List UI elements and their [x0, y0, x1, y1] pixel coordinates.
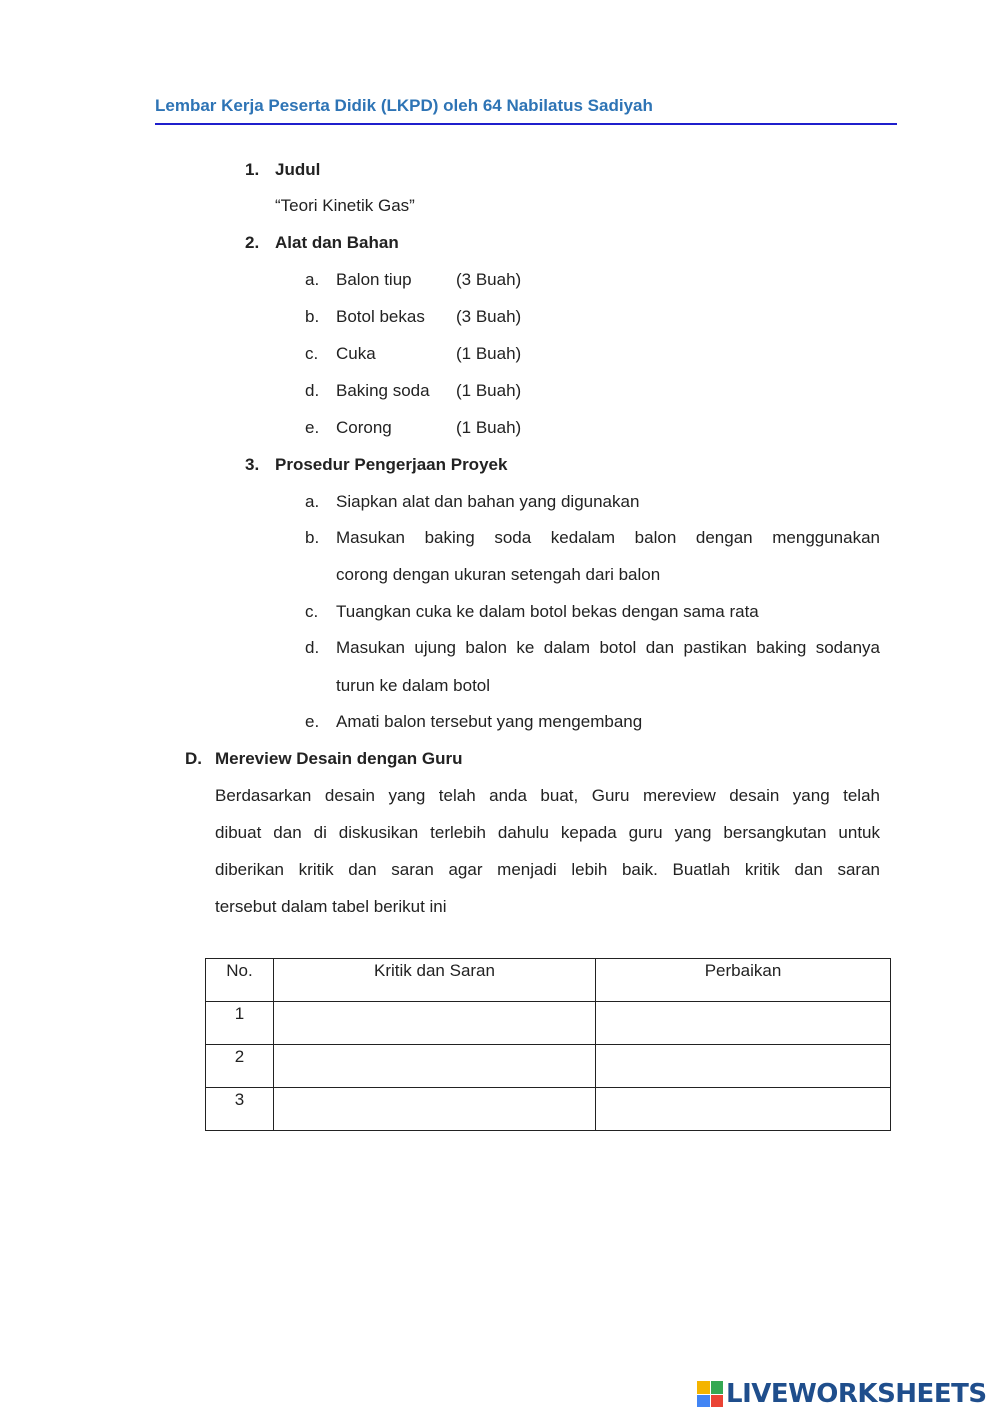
- material-item-qty: (1 Buah): [456, 418, 522, 437]
- kritik-cell[interactable]: [274, 1002, 596, 1045]
- material-item-name: Balon tiup: [336, 270, 412, 289]
- section-d-heading: Mereview Desain dengan Guru: [215, 749, 463, 768]
- liveworksheets-logo-text: LIVEWORKSHEETS: [726, 1379, 987, 1409]
- procedure-step-text: corong dengan ukuran setengah dari balon: [336, 565, 661, 584]
- row-number: 3: [206, 1088, 274, 1131]
- liveworksheets-logo-icon: [697, 1381, 723, 1407]
- page-header-title: Lembar Kerja Peserta Didik (LKPD) oleh 64 Nabilatus Sadiyah: [155, 96, 653, 115]
- section-3-heading: Prosedur Pengerjaan Proyek: [275, 455, 508, 474]
- section-3-number: 3.: [245, 455, 260, 474]
- material-item-name: Cuka: [336, 344, 376, 363]
- procedure-step-text: turun ke dalam botol: [336, 676, 491, 695]
- procedure-step-letter: e.: [305, 712, 320, 731]
- liveworksheets-logo[interactable]: [697, 1376, 987, 1412]
- table-header-row: [206, 959, 891, 1002]
- procedure-step-letter: b.: [305, 528, 320, 547]
- column-header-perbaikan: Perbaikan: [596, 959, 891, 1002]
- perbaikan-cell[interactable]: [596, 1045, 891, 1088]
- material-item-letter: d.: [305, 381, 320, 400]
- section-d-letter: D.: [185, 749, 202, 768]
- table-row: [206, 1002, 891, 1045]
- section-2-heading: Alat dan Bahan: [275, 233, 399, 252]
- material-item-letter: e.: [305, 418, 320, 437]
- material-item-name: Corong: [336, 418, 392, 437]
- table-row: [206, 1045, 891, 1088]
- section-1-content: “Teori Kinetik Gas”: [275, 196, 415, 215]
- section-1-heading-row: [245, 160, 259, 180]
- section-d-paragraph-line: diberikan kritik dan saran agar menjadi lebih baik. Buatlah kritik dan saran: [215, 860, 880, 879]
- procedure-step-letter: d.: [305, 638, 320, 657]
- procedure-step-text: Tuangkan cuka ke dalam botol bekas dengan sama rata: [336, 602, 759, 621]
- section-d-paragraph-line: dibuat dan di diskusikan terlebih dahulu kepada guru yang bersangkutan untuk: [215, 823, 880, 842]
- column-header-kritik: Kritik dan Saran: [274, 959, 596, 1002]
- procedure-step-text: Masukan ujung balon ke dalam botol dan pastikan baking sodanya: [336, 638, 880, 657]
- material-item-qty: (3 Buah): [456, 307, 522, 326]
- table-row: [206, 1088, 891, 1131]
- material-item-qty: (3 Buah): [456, 270, 522, 289]
- material-item-name: Baking soda: [336, 381, 430, 400]
- procedure-step-letter: c.: [305, 602, 319, 621]
- row-number: 1: [206, 1002, 274, 1045]
- procedure-step-text: Siapkan alat dan bahan yang digunakan: [336, 492, 640, 511]
- kritik-saran-table: [205, 958, 891, 1131]
- perbaikan-cell[interactable]: [596, 1002, 891, 1045]
- material-item-qty: (1 Buah): [456, 344, 522, 363]
- section-d-paragraph-line: tersebut dalam tabel berikut ini: [215, 897, 447, 916]
- column-header-no: No.: [206, 959, 274, 1002]
- header-divider: [155, 123, 897, 125]
- kritik-cell[interactable]: [274, 1088, 596, 1131]
- row-number: 2: [206, 1045, 274, 1088]
- section-1-heading: Judul: [275, 160, 321, 179]
- material-item-letter: b.: [305, 307, 320, 326]
- material-item-qty: (1 Buah): [456, 381, 522, 400]
- material-item-letter: c.: [305, 344, 319, 363]
- kritik-cell[interactable]: [274, 1045, 596, 1088]
- section-d-paragraph-line: Berdasarkan desain yang telah anda buat, Guru mereview desain yang telah: [215, 786, 880, 805]
- section-1-number: 1.: [245, 160, 260, 179]
- procedure-step-text: Masukan baking soda kedalam balon dengan menggunakan: [336, 528, 880, 547]
- section-2-number: 2.: [245, 233, 260, 252]
- perbaikan-cell[interactable]: [596, 1088, 891, 1131]
- procedure-step-text: Amati balon tersebut yang mengembang: [336, 712, 643, 731]
- material-item-letter: a.: [305, 270, 320, 289]
- procedure-step-letter: a.: [305, 492, 320, 511]
- material-item-name: Botol bekas: [336, 307, 425, 326]
